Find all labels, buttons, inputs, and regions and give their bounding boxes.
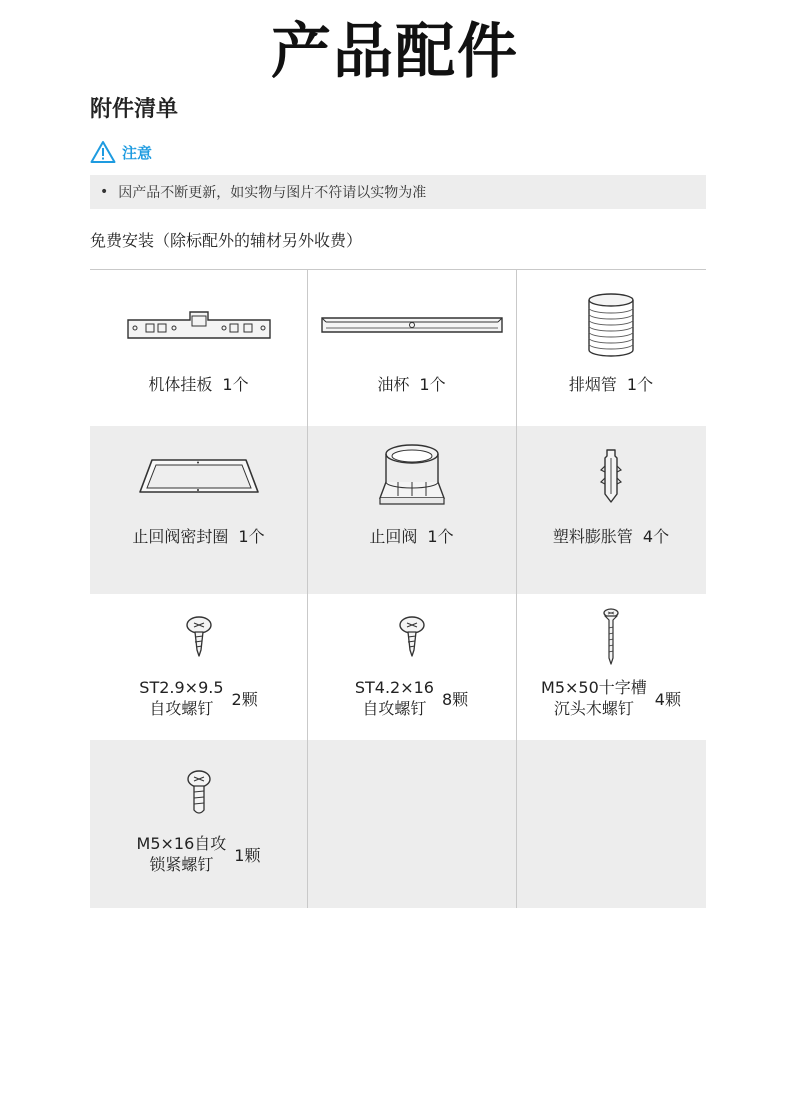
accessory-item bbox=[90, 594, 307, 740]
accessory-name: 锁紧螺钉 bbox=[149, 855, 214, 874]
wall-plug-icon bbox=[598, 448, 624, 504]
section-title: 附件清单 bbox=[90, 97, 179, 122]
accessory-qty: 1颗 bbox=[234, 845, 261, 865]
accessory-qty: 1个 bbox=[427, 526, 454, 546]
divider bbox=[307, 270, 308, 908]
check-valve-icon bbox=[376, 442, 448, 508]
accessory-item bbox=[307, 426, 516, 594]
accessory-qty: 4颗 bbox=[654, 689, 681, 709]
empty-cell bbox=[516, 740, 706, 908]
accessory-name: 止回阀 bbox=[369, 526, 418, 546]
oil-cup-icon bbox=[320, 314, 504, 338]
divider bbox=[516, 270, 517, 908]
accessory-name: 止回阀密封圈 bbox=[132, 526, 229, 546]
accessory-item bbox=[307, 270, 516, 426]
accessory-qty: 4个 bbox=[642, 526, 670, 546]
tapping-screw-icon bbox=[185, 616, 213, 658]
accessory-name: 塑料膨胀管 bbox=[552, 526, 633, 546]
wood-screw-icon bbox=[601, 608, 621, 666]
accessory-spec: M5×50十字槽 bbox=[541, 678, 647, 697]
accessory-name: 自攻螺钉 bbox=[362, 699, 427, 718]
accessory-spec: ST4.2×16 bbox=[354, 678, 434, 697]
accessory-item bbox=[516, 270, 706, 426]
notice-bar bbox=[90, 175, 706, 209]
exhaust-pipe-icon bbox=[585, 292, 637, 358]
accessory-item bbox=[90, 740, 307, 908]
accessory-name: 油杯 bbox=[377, 374, 410, 394]
accessory-item bbox=[90, 270, 307, 426]
free-install-text: 免费安装（除标配外的辅材另外收费） bbox=[90, 231, 363, 250]
notice-text: 因产品不断更新，如实物与图片不符请以实物为准 bbox=[118, 185, 427, 201]
bullet-icon: • bbox=[100, 184, 109, 200]
accessory-name: 机体挂板 bbox=[148, 374, 213, 394]
empty-cell bbox=[307, 740, 516, 908]
accessory-item bbox=[307, 594, 516, 740]
accessory-spec: ST2.9×9.5 bbox=[139, 678, 224, 697]
page-title: 产品配件 bbox=[271, 17, 519, 87]
tapping-screw-icon bbox=[398, 616, 426, 658]
warning-icon bbox=[90, 140, 116, 164]
accessory-name: 沉头木螺钉 bbox=[553, 699, 634, 718]
accessory-qty: 1个 bbox=[419, 374, 446, 394]
accessory-qty: 8颗 bbox=[441, 689, 469, 709]
accessory-spec: M5×16自攻 bbox=[136, 834, 227, 853]
accessory-item bbox=[90, 426, 307, 594]
accessory-grid bbox=[90, 270, 706, 908]
accessory-name: 自攻螺钉 bbox=[149, 699, 214, 718]
notice-label: 注意 bbox=[122, 143, 153, 162]
accessory-qty: 2颗 bbox=[231, 689, 258, 709]
mounting-plate-icon bbox=[126, 308, 272, 344]
locking-screw-icon bbox=[185, 770, 213, 816]
accessory-item bbox=[516, 594, 706, 740]
accessory-qty: 1个 bbox=[626, 374, 654, 394]
accessory-qty: 1个 bbox=[222, 374, 249, 394]
accessory-item bbox=[516, 426, 706, 594]
accessory-name: 排烟管 bbox=[568, 374, 617, 394]
accessory-qty: 1个 bbox=[238, 526, 265, 546]
seal-ring-icon bbox=[138, 458, 260, 496]
notice-heading bbox=[90, 138, 152, 166]
